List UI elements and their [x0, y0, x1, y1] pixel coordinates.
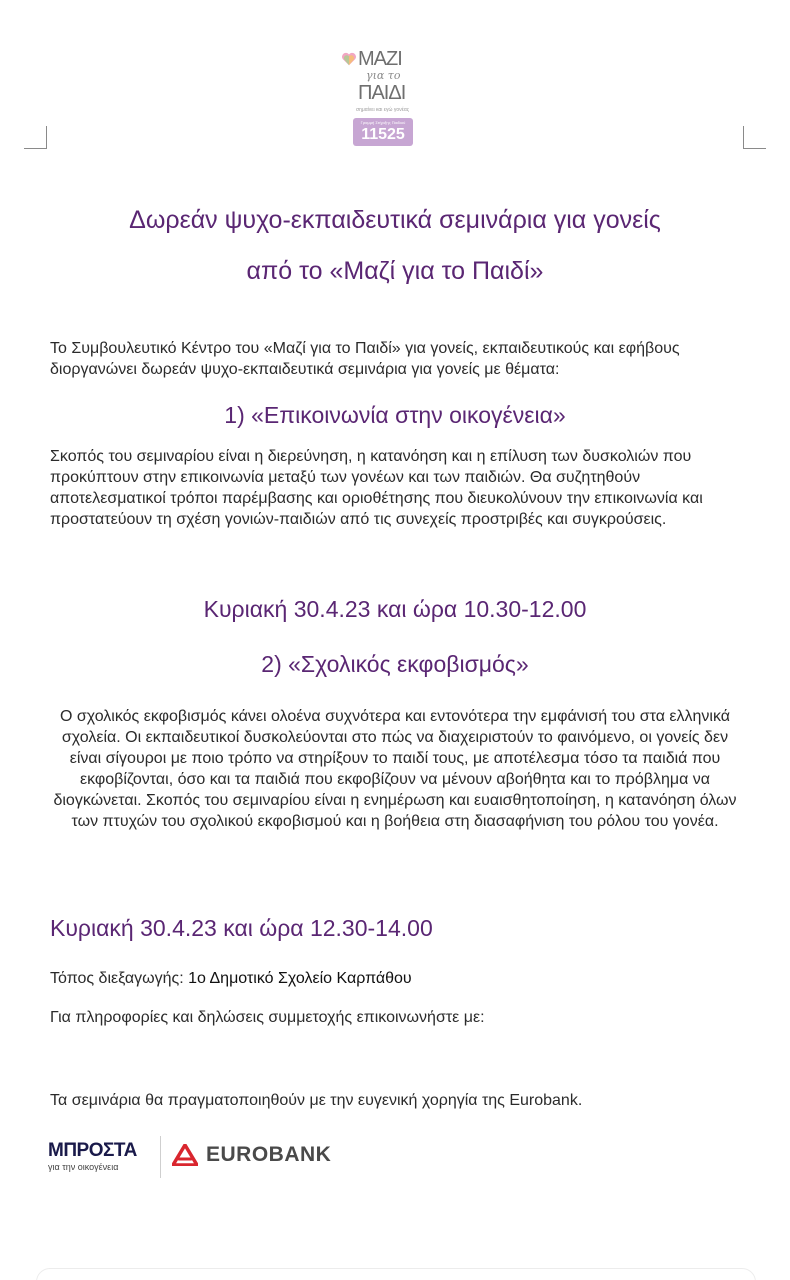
crop-mark-right — [743, 126, 766, 149]
logo-divider — [160, 1136, 161, 1178]
venue-value: 1ο Δημοτικό Σχολείο Καρπάθου — [188, 970, 412, 987]
venue-line — [50, 968, 412, 989]
seminar-1-heading: 1) «Επικοινωνία στην οικογένεια» — [224, 402, 566, 428]
sponsor-line: Τα σεμινάρια θα πραγματοποιηθούν με την ευγενική χορηγία της Eurobank. — [50, 1092, 583, 1109]
heart-logo-icon — [340, 50, 358, 68]
eurobank-mark-icon — [172, 1144, 198, 1166]
seminar-1-description: Σκοπός του σεμιναρίου είναι η διερεύνηση, η κατανόηση και η επίλυση των δυσκολιών που προκύπτουν στην επικοινωνία μεταξύ των γονέων και των παιδιών. Θα συζητηθούν αποτελεσματικοί τρόποι παρέμβασης και οριοθέτησης που διευκολύνουν την επικοινωνία και προστατεύουν τη σχέση γονιών-παιδιών από τις συνεχείς προστριβές και συγκρούσεις. — [50, 448, 703, 528]
mazi-gia-to-paidi-logo — [338, 48, 422, 150]
helpline-number: 11525 — [361, 126, 405, 143]
venue-label: Τόπος διεξαγωγής: — [50, 970, 189, 987]
logo-word-paidi: ΠΑΙΔΙ — [358, 82, 406, 104]
logo-word-gia-to: για το — [366, 69, 401, 82]
helpline-badge — [353, 118, 413, 146]
page-title-line-2: από το «Μαζί για το Παιδί» — [246, 257, 544, 285]
crop-mark-left — [24, 126, 47, 149]
viewer-bottom-sheet[interactable] — [36, 1268, 756, 1280]
mproste-logo — [48, 1140, 137, 1173]
eurobank-logo — [172, 1143, 331, 1167]
intro-paragraph: Το Συμβουλευτικό Κέντρο του «Μαζί για το Παιδί» για γονείς, εκπαιδευτικούς και εφήβους διοργανώνει δωρεάν ψυχο-εκπαιδευτικά σεμινάρια για γονείς με θέματα: — [50, 340, 680, 378]
seminar-2-heading: 2) «Σχολικός εκφοβισμός» — [261, 651, 529, 677]
eurobank-wordmark: EUROBANK — [206, 1143, 332, 1166]
sponsor-logos — [48, 1134, 348, 1182]
mproste-subtitle: για την οικογένεια — [48, 1162, 119, 1172]
info-line: Για πληροφορίες και δηλώσεις συμμετοχής επικοινωνήστε με: — [50, 1009, 485, 1026]
seminar-2-date: Κυριακή 30.4.23 και ώρα 12.30-14.00 — [50, 915, 433, 941]
page-title-line-1: Δωρεάν ψυχο-εκπαιδευτικά σεμινάρια για γονείς — [129, 206, 661, 234]
helpline-label: Γραμμή Στήριξης Παιδιού — [360, 120, 406, 125]
seminar-1-date: Κυριακή 30.4.23 και ώρα 10.30-12.00 — [203, 596, 587, 622]
logo-tagline: σημαίνει και εγώ γονέας — [356, 107, 410, 113]
seminar-2-description: Ο σχολικός εκφοβισμός κάνει ολοένα συχνότερα και εντονότερα την εμφάνισή του στα ελληνικά σχολεία. Οι εκπαιδευτικοί δυσκολεύονται στο πώς να διαχειριστούν το φαινόμενο, οι γονείς δεν είναι σίγουροι με ποιο τρόπο να στηρίξουν το παιδί τους, με αποτέλεσμα τόσο τα παιδιά που εκφοβίζονται, όσο και τα παιδιά που εκφοβίζουν να μένουν αβοήθητα και το πρόβλημα να διογκώνεται. Σκοπός του σεμιναρίου είναι η ενημέρωση και ευαισθητοποίηση, η κατανόηση όλων των πτυχών του σχολικού εκφοβισμού και η βοήθεια στη διασαφήνιση του ρόλου του γονέα. — [53, 708, 737, 830]
logo-word-mazi: ΜΑΖΙ — [358, 48, 402, 70]
mproste-wordmark: ΜΠΡΟΣΤΑ — [48, 1140, 137, 1161]
